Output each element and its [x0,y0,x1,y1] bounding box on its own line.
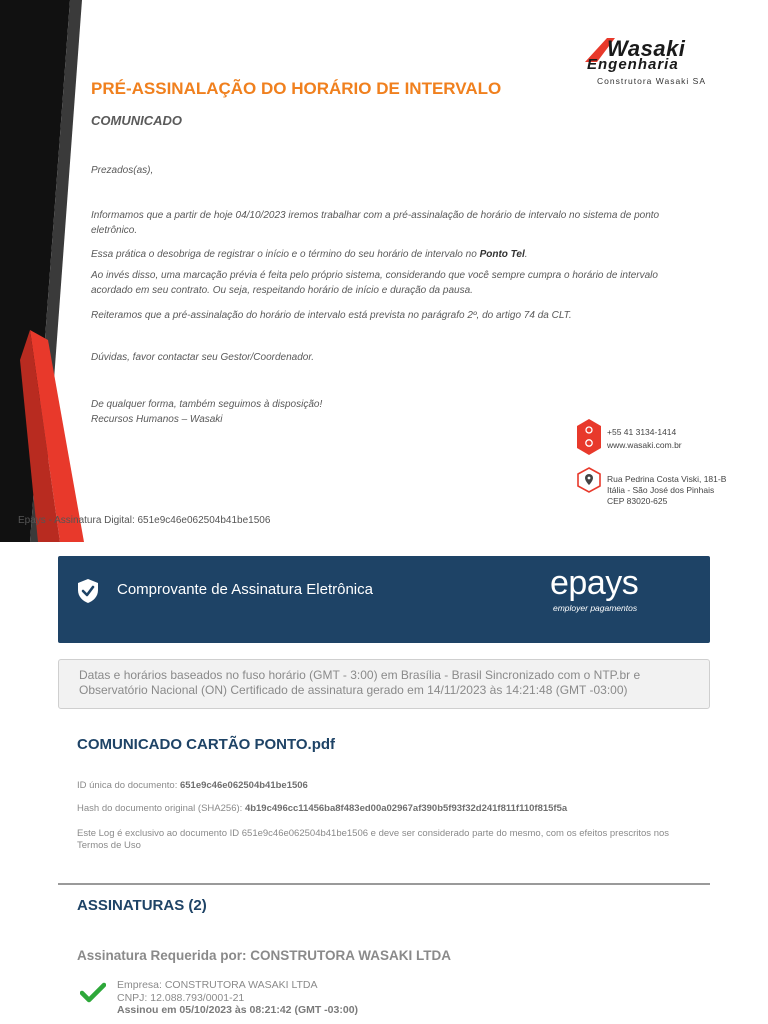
epays-logo: epays [550,564,639,602]
section-divider [58,883,710,885]
document-hash [77,803,697,815]
certificate-banner [58,556,710,643]
contact-website: www.wasaki.com.br [607,440,682,450]
phone-web-icon [577,419,601,455]
timezone-notice [58,659,710,709]
memo-paragraph: Ao invés disso, uma marcação prévia é feita pelo próprio sistema, considerando que você sempre cumpra o horário de intervalo acordado em seu contrato. Ou seja, respeitando horário de início e duração da pausa. [91,270,658,296]
document-hash-value: 4b19c496cc11456ba8f483ed00a02967af390b5f93f32d241f811f110f815f5a [244,803,568,814]
contact-phone: +55 41 3134-1414 [607,427,677,437]
memo-text: Essa prática o desobriga de registrar o início e o término do seu horário de intervalo no [91,249,480,260]
memo-greeting: Prezados(as), [91,165,154,176]
check-icon [80,982,106,1004]
document-name: COMUNICADO CARTÃO PONTO.pdf [77,736,336,753]
logo-brand: Wasaki [607,36,686,61]
document-hash-label: Hash do documento original (SHA256): [77,803,245,814]
timezone-notice-text: Datas e horários baseados no fuso horário (GMT - 3:00) em Brasília - Brasil Sincronizado com o NTP.br e Observatório Nacional (ON) Certificado de assinatura gerado em 14/11/2023 às 14:21:48 (GMT -03:00) [79,668,641,697]
signer-details [117,979,358,1017]
decorative-strip [0,0,100,542]
memo-paragraph: Dúvidas, favor contactar seu Gestor/Coordenador. [91,352,315,363]
memo-closing: De qualquer forma, também seguimos à disposição! [91,399,323,410]
memo-paragraph: Informamos que a partir de hoje 04/10/2023 iremos trabalhar com a pré-assinalação de horário de intervalo no sistema de ponto eletrônico. [91,210,660,236]
epays-tagline: employer pagamentos [553,603,638,613]
signatures-heading: ASSINATURAS (2) [77,897,207,914]
document-id [77,780,697,792]
required-by: Assinatura Requerida por: CONSTRUTORA WASAKI LTDA [77,948,452,963]
shield-check-icon [76,578,100,604]
document-id-value: 651e9c46e062504b41be1506 [179,780,308,791]
logo-subtitle: Construtora Wasaki SA [597,76,707,86]
memo-title: PRÉ-ASSINALAÇÃO DO HORÁRIO DE INTERVALO [91,79,502,98]
memo-paragraph [91,247,691,262]
digital-signature-line: Epays - Assinatura Digital: 651e9c46e062504b41be1506 [18,515,271,526]
contact-address-line3: CEP 83020-625 [607,496,668,506]
signer-cnpj: CNPJ: 12.088.793/0001-21 [117,991,245,1004]
document-id-label: ID única do documento: [77,780,180,791]
memo-signoff: Recursos Humanos – Wasaki [91,414,223,425]
contact-address-line2: Itália - São José dos Pinhais [607,485,715,495]
log-note: Este Log é exclusivo ao documento ID 651e9c46e062504b41be1506 e deve ser considerado parte do mesmo, com os efeitos prescritos nos Termos de Uso [77,828,670,851]
signer-timestamp: Assinou em 05/10/2023 às 08:21:42 (GMT -03:00) [117,1004,359,1016]
logo-brand-secondary: Engenharia [587,56,679,73]
memo-subtitle: COMUNICADO [91,113,182,128]
memo-bold-text: Ponto Tel [479,249,525,260]
memo-text: . [524,249,528,260]
contact-address-line1: Rua Pedrina Costa Viski, 181-B [607,474,727,484]
certificate-title: Comprovante de Assinatura Eletrônica [117,581,373,598]
memo-paragraph: Reiteramos que a pré-assinalação do horário de intervalo está prevista no parágrafo 2º, do artigo 74 da CLT. [91,310,572,321]
signer-company: Empresa: CONSTRUTORA WASAKI LTDA [117,979,318,991]
location-pin-icon [577,467,601,493]
